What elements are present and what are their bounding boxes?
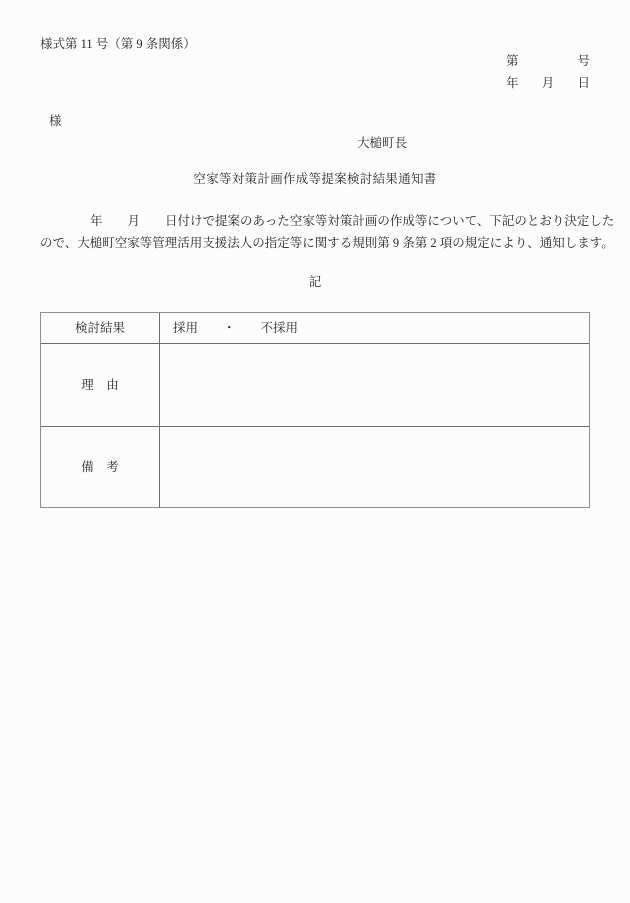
table-value-bikou-empty — [159, 426, 589, 508]
sender-title: 大槌町長 — [357, 136, 408, 150]
doc-number-prefix: 第 — [506, 54, 519, 68]
table-value-saiyou-fusaiyou: 採用 ・ 不採用 — [159, 313, 589, 343]
date-year-label: 年 — [506, 76, 519, 90]
table-value-riyuu-empty — [159, 343, 589, 426]
body-paragraph-line-2: ので、大槌町空家等管理活用支援法人の指定等に関する規則第 9 条第 2 項の規定により、通知します。 — [40, 236, 614, 250]
result-table — [40, 312, 590, 508]
table-row-label-bikou: 備 考 — [41, 426, 159, 508]
doc-number-suffix: 号 — [577, 54, 590, 68]
table-header-label-kekka: 検討結果 — [74, 320, 125, 335]
addressee-suffix-label: 様 — [49, 114, 62, 128]
doc-number-line — [506, 54, 590, 68]
document-title: 空家等対策計画作成等提案検討結果通知書 — [193, 172, 437, 186]
table-row-label-riyuu: 理 由 — [41, 343, 159, 426]
record-marker: 記 — [308, 275, 322, 289]
date-day-label: 日 — [577, 76, 590, 90]
date-month-label: 月 — [541, 76, 555, 90]
form-number-label: 様式第 11 号（第 9 条関係） — [40, 37, 196, 51]
body-paragraph-line-1: 年 月 日付けで提案のあった空家等対策計画の作成等について、下記のとおり決定した — [40, 214, 615, 228]
date-line — [506, 76, 590, 90]
